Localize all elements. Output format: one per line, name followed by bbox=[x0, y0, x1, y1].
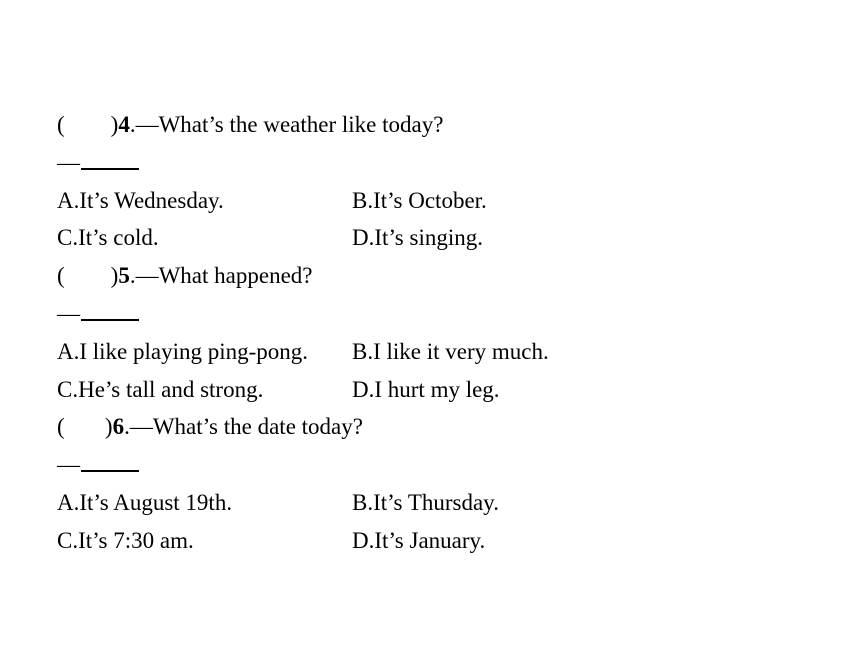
question-4-options-row-1 bbox=[57, 182, 837, 220]
option-c: C.It’s 7:30 am. bbox=[57, 527, 194, 553]
question-6-options-row-1 bbox=[57, 484, 837, 522]
option-d: D.I hurt my leg. bbox=[352, 376, 500, 402]
option-a: A.I like playing ping-pong. bbox=[57, 338, 309, 364]
option-c: C.He’s tall and strong. bbox=[57, 376, 264, 402]
question-5-options-row-2 bbox=[57, 371, 837, 409]
question-6-reply bbox=[57, 446, 837, 484]
question-prompt: .—What happened? bbox=[129, 263, 313, 289]
question-4-stem bbox=[57, 106, 837, 144]
answer-paren-close: ) bbox=[104, 414, 113, 440]
option-c: C.It’s cold. bbox=[57, 225, 159, 251]
question-number: 4 bbox=[118, 112, 130, 137]
question-5-reply bbox=[57, 295, 837, 333]
option-d: D.It’s singing. bbox=[352, 225, 483, 251]
question-5-stem bbox=[57, 257, 837, 295]
answer-paren-open: ( bbox=[57, 112, 65, 137]
reply-dash: — bbox=[57, 300, 80, 326]
answer-paren-open: ( bbox=[57, 263, 65, 289]
question-prompt: .—What’s the date today? bbox=[124, 414, 363, 440]
reply-blank bbox=[81, 450, 139, 472]
question-number: 6 bbox=[112, 414, 125, 440]
question-4-reply bbox=[57, 144, 837, 182]
answer-paren-close: ) bbox=[110, 112, 119, 137]
option-b: B.It’s October. bbox=[352, 187, 487, 213]
question-6-stem bbox=[57, 408, 837, 446]
option-a: A.It’s Wednesday. bbox=[57, 187, 224, 213]
question-4-options-row-2 bbox=[57, 219, 837, 257]
answer-paren-gap bbox=[65, 263, 111, 288]
question-list bbox=[57, 106, 837, 560]
answer-paren-gap bbox=[65, 112, 111, 137]
reply-blank bbox=[81, 299, 139, 321]
option-b: B.I like it very much. bbox=[352, 338, 549, 364]
option-b: B.It’s Thursday. bbox=[352, 489, 499, 515]
question-prompt: .—What’s the weather like today? bbox=[129, 112, 444, 137]
reply-blank bbox=[81, 148, 139, 170]
answer-paren-open: ( bbox=[57, 414, 65, 440]
question-5-options-row-1 bbox=[57, 333, 837, 371]
answer-paren-gap bbox=[65, 414, 105, 439]
question-6-options-row-2 bbox=[57, 522, 837, 560]
reply-dash: — bbox=[57, 452, 80, 478]
question-number: 5 bbox=[118, 263, 130, 289]
reply-dash: — bbox=[57, 149, 80, 175]
answer-paren-close: ) bbox=[110, 263, 119, 289]
option-d: D.It’s January. bbox=[352, 527, 486, 553]
option-a: A.It’s August 19th. bbox=[57, 489, 233, 515]
